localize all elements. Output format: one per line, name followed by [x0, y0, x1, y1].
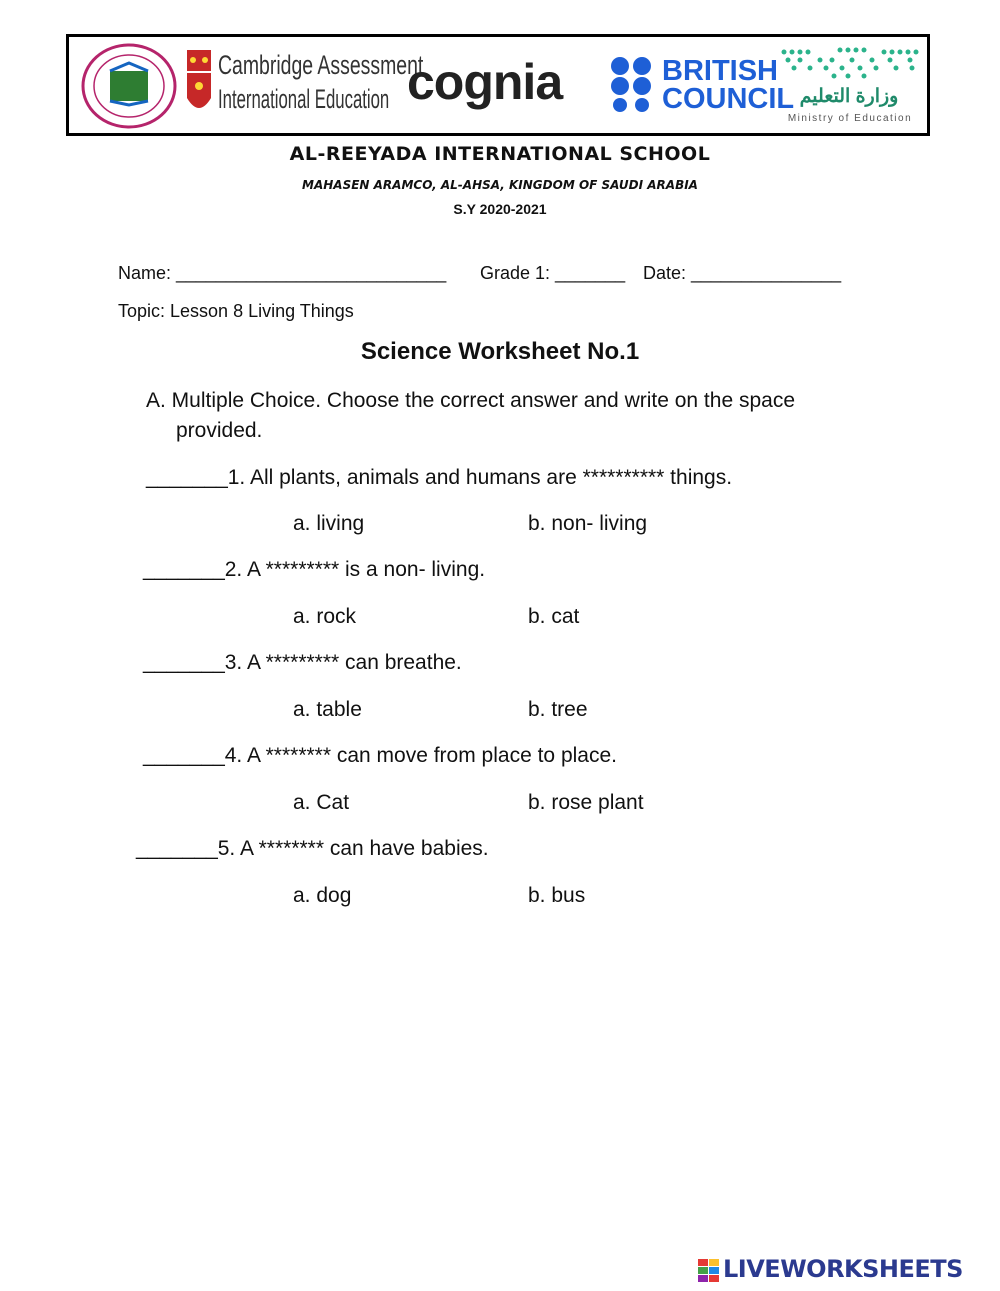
british-line1: BRITISH — [662, 55, 778, 87]
question-4: _______4. A ******** can move from place to place. — [143, 744, 617, 767]
school-year: S.Y 2020-2021 — [453, 201, 547, 217]
name-field: Name: ___________________________ — [118, 263, 447, 283]
cambridge-shield-icon — [185, 48, 213, 120]
liveworksheets-brand[interactable]: LIVEWORKSHEETS — [723, 1255, 963, 1283]
moe-arabic: وزارة التعليم — [799, 86, 899, 107]
british-council-dots-icon — [610, 56, 658, 112]
british-line2: COUNCIL — [662, 83, 795, 115]
option-4a: a. Cat — [293, 791, 350, 814]
grade-field: Grade 1: _______ — [480, 263, 626, 283]
liveworksheets-blocks-icon — [698, 1259, 720, 1283]
question-2: _______2. A ********* is a non- living. — [143, 558, 486, 581]
moe-english: Ministry of Education — [787, 113, 913, 124]
question-1: _______1. All plants, animals and humans are ********** things. — [146, 466, 733, 489]
topic-line: Topic: Lesson 8 Living Things — [118, 301, 354, 321]
cambridge-line2: International Education — [218, 84, 390, 114]
option-5b: b. bus — [528, 884, 586, 907]
option-1a: a. living — [293, 512, 365, 535]
cognia-logo: cognia — [407, 54, 563, 110]
instruction-line1: A. Multiple Choice. Choose the correct answer and write on the space — [146, 389, 796, 412]
cambridge-line1: Cambridge Assessment — [218, 50, 424, 80]
question-3: _______3. A ********* can breathe. — [143, 651, 462, 674]
option-5a: a. dog — [293, 884, 352, 907]
option-1b: b. non- living — [528, 512, 648, 535]
school-address: MAHASEN ARAMCO, AL-AHSA, KINGDOM OF SAUDI ARABIA — [302, 178, 698, 192]
instruction-line2: provided. — [176, 419, 263, 442]
moe-dots-icon — [780, 46, 920, 82]
option-2b: b. cat — [528, 605, 580, 628]
school-seal-icon — [80, 43, 178, 129]
question-5: _______5. A ******** can have babies. — [136, 837, 489, 860]
option-3b: b. tree — [528, 698, 588, 721]
option-4b: b. rose plant — [528, 791, 644, 814]
option-2a: a. rock — [293, 605, 357, 628]
option-3a: a. table — [293, 698, 362, 721]
worksheet-title: Science Worksheet No.1 — [360, 338, 640, 365]
date-field: Date: _______________ — [643, 263, 842, 283]
school-name: AL-REEYADA INTERNATIONAL SCHOOL — [289, 143, 711, 165]
